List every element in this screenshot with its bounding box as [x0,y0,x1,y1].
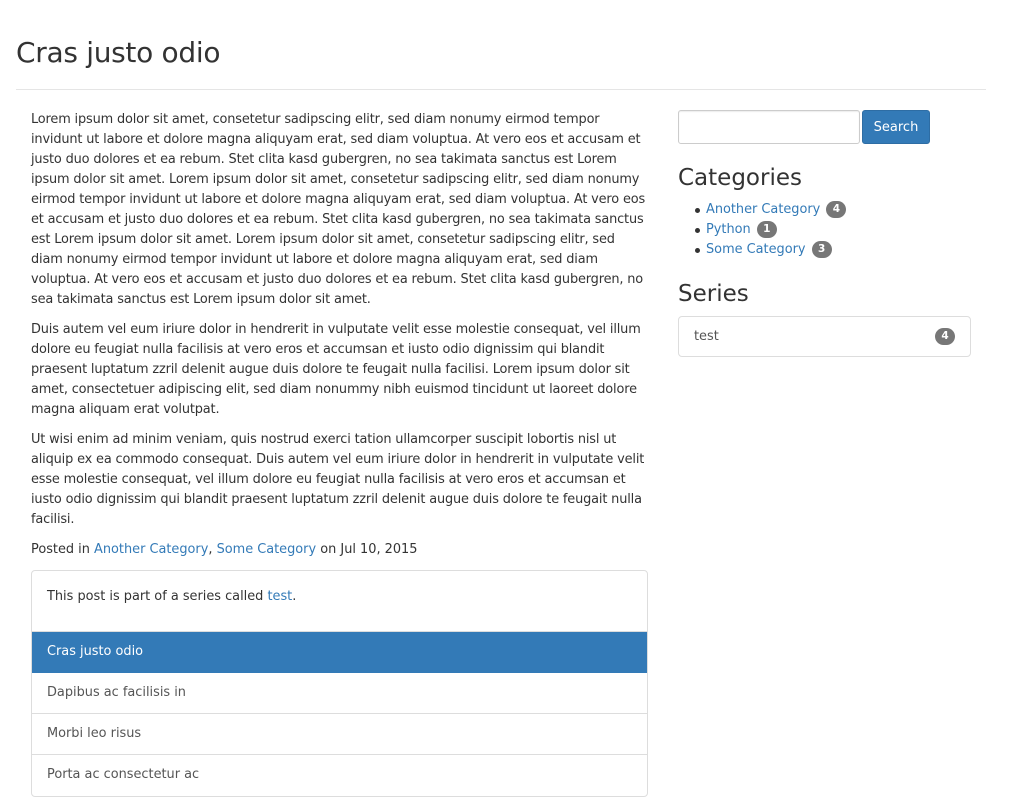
category-some-category[interactable]: Some Category [706,242,806,257]
series-intro [32,571,647,632]
post-content [31,110,648,797]
series-item-cras-justo-odio[interactable]: Cras justo odio [32,632,647,673]
category-another-category[interactable]: Another Category [706,202,821,217]
post-paragraph: Duis autem vel eum iriure dolor in hendrerit in vulputate velit esse molestie consequat, vel illum dolore eu feugiat nulla facilisis at vero eros et accumsan et iusto odio dignissim qui blandit praesent luptatum zzril delenit augue duis dolore te feugait nulla facilisi. Lorem ipsum dolor sit amet, consectetuer adipiscing elit, sed diam nonummy nibh euismod tincidunt ut laoreet dolore magna aliquam erat volutpat. [31,322,641,417]
category-link-another-category[interactable]: Another Category [94,542,209,557]
series-intro-suffix: . [292,589,297,604]
list-item [706,220,971,240]
posted-in-label: Posted in [31,542,90,557]
series-link[interactable]: test [267,589,293,604]
list-item [706,240,971,260]
categories-list [678,200,971,260]
search-button[interactable]: Search [862,110,930,144]
post-date: on Jul 10, 2015 [320,542,418,557]
series-item-porta-ac[interactable]: Porta ac consectetur ac [47,767,200,782]
count-badge: 1 [757,221,777,238]
series-navigation [31,570,648,797]
search-form [678,110,971,144]
count-badge: 4 [935,328,955,345]
series-label: test [694,329,719,344]
series-list-item-test[interactable] [678,316,971,357]
post-meta [31,540,648,560]
search-input[interactable] [678,110,860,144]
count-badge: 4 [826,201,846,218]
series-item-dapibus[interactable]: Dapibus ac facilisis in [32,673,647,714]
count-badge: 3 [812,241,832,258]
series-heading: Series [678,281,749,307]
categories-heading: Categories [678,165,802,191]
page-title: Cras justo odio [16,36,221,69]
meta-separator: , [208,542,213,557]
post-paragraph: Ut wisi enim ad minim veniam, quis nostrud exerci tation ullamcorper suscipit lobortis nisl ut aliquip ex ea commodo consequat. Duis autem vel eum iriure dolor in hendrerit in vulputate velit esse molestie consequat, vel illum dolore eu feugiat nulla facilisis at vero eros et accumsan et iusto odio dignissim qui blandit praesent luptatum zzril delenit augue duis dolore te feugait nulla facilisi. [31,432,645,527]
page-header [16,0,986,90]
sidebar [678,110,971,357]
post-paragraph: Lorem ipsum dolor sit amet, consetetur sadipscing elitr, sed diam nonumy eirmod tempor invidunt ut labore et dolore magna aliquyam erat, sed diam voluptua. At vero eos et accusam et justo duo dolores et ea rebum. Stet clita kasd gubergren, no sea takimata sanctus est Lorem ipsum dolor sit amet. Lorem ipsum dolor sit amet, consetetur sadipscing elitr, sed diam nonumy eirmod tempor invidunt ut labore et dolore magna aliquyam erat, sed diam voluptua. At vero eos et accusam et justo duo dolores et ea rebum. Stet clita kasd gubergren, no sea takimata sanctus est Lorem ipsum dolor sit amet. Lorem ipsum dolor sit amet, consetetur sadipscing elitr, sed diam nonumy eirmod tempor invidunt ut labore et dolore magna aliquyam erat, sed diam voluptua. At vero eos et accusam et justo duo dolores et ea rebum. Stet clita kasd gubergren, no sea takimata sanctus est Lorem ipsum dolor sit amet. [31,112,646,307]
series-item-morbi-leo-risus[interactable]: Morbi leo risus [32,714,647,755]
series-intro-text: This post is part of a series called [47,589,264,604]
list-item [706,200,971,220]
category-link-some-category[interactable]: Some Category [216,542,317,557]
category-python[interactable]: Python [706,222,751,237]
